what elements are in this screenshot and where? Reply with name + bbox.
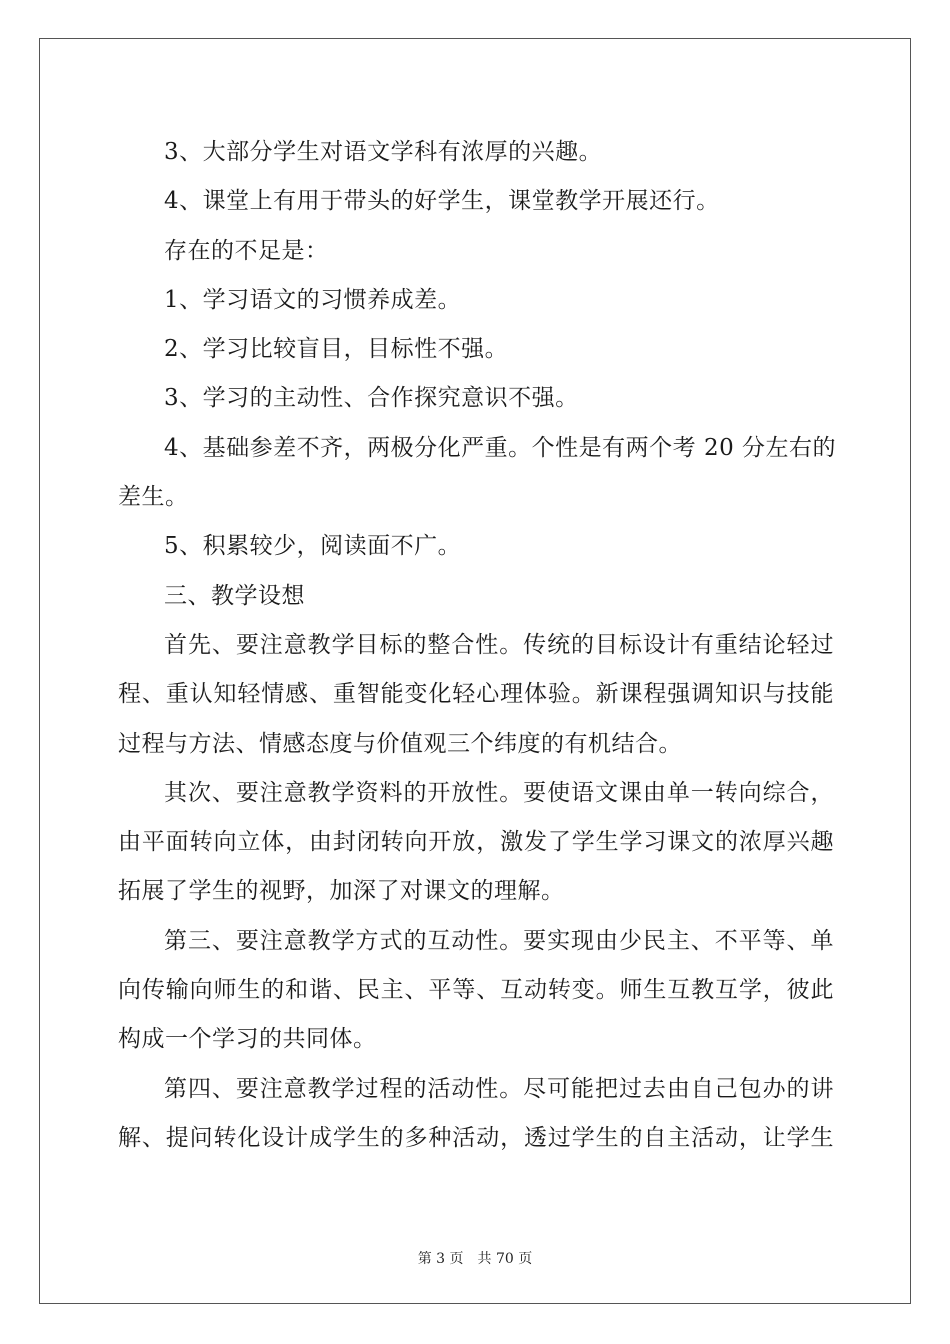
document-body	[118, 128, 837, 1163]
paragraph-line: 5、积累较少，阅读面不广。	[164, 533, 462, 560]
paragraph-line: 向传输向师生的和谐、民主、平等、互动转变。师生互教互学，彼此	[118, 977, 834, 1004]
section-heading: 三、教学设想	[164, 582, 305, 609]
paragraph-line: 差生。	[118, 484, 189, 511]
paragraph-line: 4、课堂上有用于带头的好学生，课堂教学开展还行。	[164, 188, 720, 215]
page-total: 共 70 页	[477, 1251, 533, 1267]
paragraph-line: 其次、要注意教学资料的开放性。要使语文课由单一转向综合，	[164, 779, 834, 806]
paragraph-line: 1、学习语文的习惯养成差。	[164, 286, 462, 313]
paragraph-line: 由平面转向立体，由封闭转向开放，激发了学生学习课文的浓厚兴趣	[118, 829, 834, 856]
paragraph-line: 3、学习的主动性、合作探究意识不强。	[164, 385, 579, 412]
paragraph-line: 存在的不足是：	[164, 237, 329, 264]
page-number: 第 3 页	[417, 1251, 464, 1267]
paragraph-line: 第三、要注意教学方式的互动性。要实现由少民主、不平等、单	[164, 927, 834, 954]
paragraph-line: 2、学习比较盲目，目标性不强。	[164, 336, 509, 363]
paragraph-line: 首先、要注意教学目标的整合性。传统的目标设计有重结论轻过	[164, 631, 834, 658]
paragraph-line: 4、基础参差不齐，两极分化严重。个性是有两个考 20 分左右的	[164, 434, 837, 461]
page-footer	[0, 1248, 950, 1268]
paragraph-line: 3、大部分学生对语文学科有浓厚的兴趣。	[164, 139, 603, 165]
paragraph-line: 程、重认知轻情感、重智能变化轻心理体验。新课程强调知识与技能	[118, 681, 834, 708]
paragraph-line: 第四、要注意教学过程的活动性。尽可能把过去由自己包办的讲	[164, 1075, 834, 1102]
paragraph-line: 拓展了学生的视野，加深了对课文的理解。	[118, 878, 565, 905]
paragraph-line: 构成一个学习的共同体。	[118, 1026, 377, 1053]
paragraph-line: 解、提问转化设计成学生的多种活动，透过学生的自主活动，让学生	[118, 1124, 834, 1151]
paragraph-line: 过程与方法、情感态度与价值观三个纬度的有机结合。	[118, 730, 682, 757]
